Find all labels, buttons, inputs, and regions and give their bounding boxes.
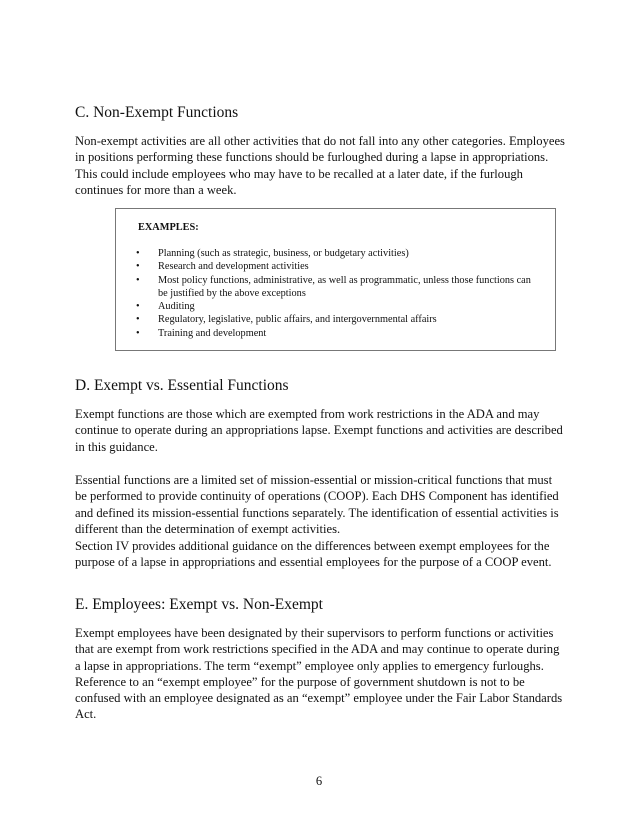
bullet-icon: • <box>136 301 140 313</box>
section-c-heading: C. Non-Exempt Functions <box>75 104 239 121</box>
section-e-heading: E. Employees: Exempt vs. Non-Exempt <box>75 596 323 613</box>
list-item-text: Research and development activities <box>158 261 309 273</box>
list-item <box>136 300 541 313</box>
section-d-paragraph-2: Essential functions are a limited set of mission-essential or mission-critical functions that must be performed to provide continuity of operations (COOP). Each DHS Component has identified and defined its mission-essential functions separately. The identification of essential activities is different than the determination of exempt activities. <box>75 473 559 536</box>
list-item <box>136 274 541 301</box>
bullet-icon: • <box>136 261 140 273</box>
list-item <box>136 327 541 340</box>
list-item-text: Regulatory, legislative, public affairs, and intergovernmental affairs <box>158 314 437 326</box>
bullet-icon: • <box>136 274 140 286</box>
bullet-icon: • <box>136 314 140 326</box>
list-item-text: Auditing <box>158 301 195 313</box>
list-item-text: Most policy functions, administrative, as well as programmatic, unless those functions can be justified by the above exceptions <box>158 274 531 299</box>
section-d-paragraph-1: Exempt functions are those which are exempted from work restrictions in the ADA and may continue to operate during an appropriations lapse. Exempt functions and activities are described in this guidance. <box>75 407 563 454</box>
list-item-text: Planning (such as strategic, business, or budgetary activities) <box>158 248 409 259</box>
list-item <box>136 247 541 260</box>
page-number: 6 <box>315 774 323 788</box>
bullet-icon: • <box>136 327 140 339</box>
section-c-paragraph: Non-exempt activities are all other activities that do not fall into any other categories. Employees in positions performing these functions should be furloughed during a lapse in appropriations. This could include employees who may have to be recalled at a later date, if the furlough continues for more than a week. <box>75 134 565 197</box>
list-item <box>136 313 541 326</box>
section-d-heading: D. Exempt vs. Essential Functions <box>75 377 289 394</box>
examples-title: EXAMPLES: <box>138 222 199 233</box>
examples-box <box>115 208 556 351</box>
bullet-icon: • <box>136 248 140 259</box>
section-e-paragraph: Exempt employees have been designated by their supervisors to perform functions or activities that are exempt from work restrictions specified in the ADA and may continue to operate during a lapse in appropriations. The term “exempt” employee only applies to emergency furloughs. Reference to an “exempt employee” for the purpose of government shutdown is not to be confused with an employee designated as an “exempt” employee under the Fair Labor Standards Act. <box>75 626 563 722</box>
list-item <box>136 260 541 273</box>
examples-list <box>136 247 541 340</box>
section-d-paragraph-3: Section IV provides additional guidance on the differences between exempt employees for the purpose of a lapse in appropriations and essential employees for the purpose of a COOP event. <box>75 539 552 570</box>
list-item-text: Training and development <box>158 327 267 339</box>
